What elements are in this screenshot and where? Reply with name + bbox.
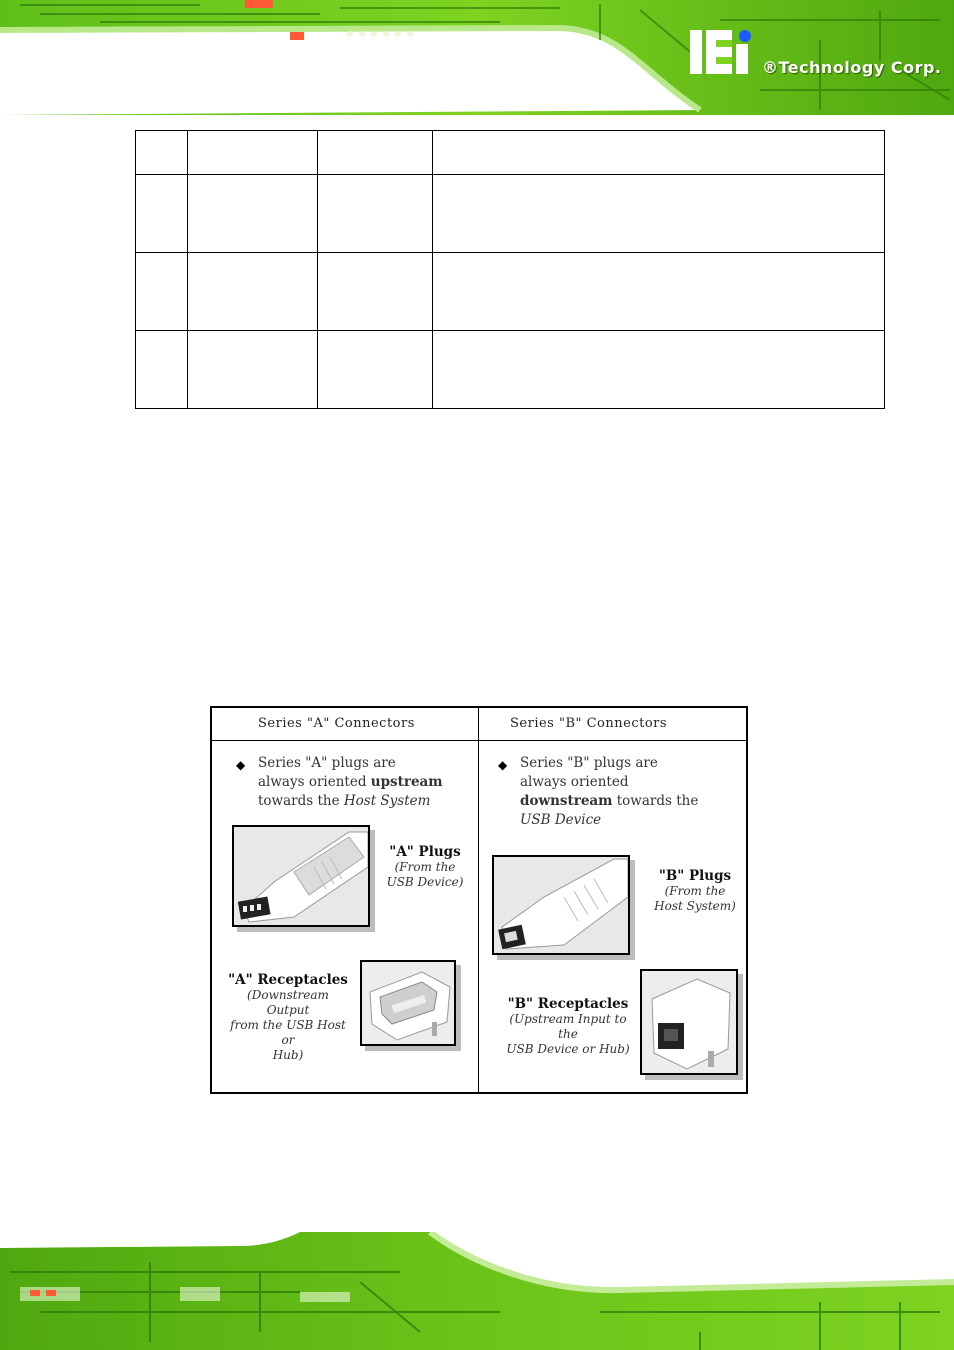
b-plug-subtitle: Host System) [654, 899, 736, 913]
table-row [136, 331, 885, 409]
b-receptacle-photo [640, 969, 738, 1075]
figure-divider [478, 708, 479, 1092]
table-row [136, 253, 885, 331]
desc-emphasis: downstream [520, 793, 613, 809]
a-plug-caption [380, 844, 470, 890]
figure-header-line [212, 740, 746, 741]
a-plug-title: "A" Plugs [389, 844, 461, 860]
desc-line: towards the [612, 793, 699, 809]
company-name: ®Technology Corp. [762, 58, 942, 77]
b-receptacle-caption [498, 996, 638, 1057]
series-b-heading: Series "B" Connectors [510, 716, 668, 731]
a-receptacle-subtitle: Hub) [272, 1048, 304, 1062]
bullet-diamond-icon: ◆ [498, 758, 508, 772]
desc-line: Series "A" plugs are [258, 755, 396, 771]
desc-line: always oriented [258, 774, 371, 790]
a-receptacle-photo [360, 960, 456, 1046]
b-receptacle-subtitle: USB Device or Hub) [506, 1042, 630, 1056]
b-plug-subtitle: (From the [664, 884, 726, 898]
a-receptacle-subtitle: (Downstream Output [247, 988, 329, 1017]
series-a-description [258, 754, 443, 811]
table-row [136, 131, 885, 175]
table-row [136, 175, 885, 253]
a-plug-subtitle: (From the [394, 860, 456, 874]
desc-italic: Host System [343, 793, 431, 809]
a-receptacle-caption [224, 972, 352, 1063]
spec-table [135, 130, 885, 409]
series-b-description [520, 754, 698, 830]
footer-banner [0, 1232, 954, 1350]
bullet-diamond-icon: ◆ [236, 758, 246, 772]
b-plug-caption [650, 868, 740, 914]
b-plug-title: "B" Plugs [658, 868, 732, 884]
desc-line: towards the [258, 793, 344, 809]
desc-line: always oriented [520, 774, 629, 790]
series-a-heading: Series "A" Connectors [258, 716, 415, 731]
header-banner [0, 0, 954, 115]
a-receptacle-subtitle: from the USB Host or [230, 1018, 346, 1047]
b-receptacle-subtitle: (Upstream Input to the [509, 1012, 627, 1041]
a-plug-subtitle: USB Device) [386, 875, 464, 889]
usb-connector-figure [210, 706, 748, 1094]
a-plug-photo [232, 825, 370, 927]
b-plug-photo [492, 855, 630, 955]
desc-emphasis: upstream [370, 774, 443, 790]
a-receptacle-title: "A" Receptacles [228, 972, 348, 988]
iei-logo-icon [690, 30, 751, 74]
b-receptacle-title: "B" Receptacles [507, 996, 629, 1012]
circuit-board-footer [0, 1232, 954, 1350]
desc-italic: USB Device [520, 812, 602, 828]
desc-line: Series "B" plugs are [520, 755, 658, 771]
